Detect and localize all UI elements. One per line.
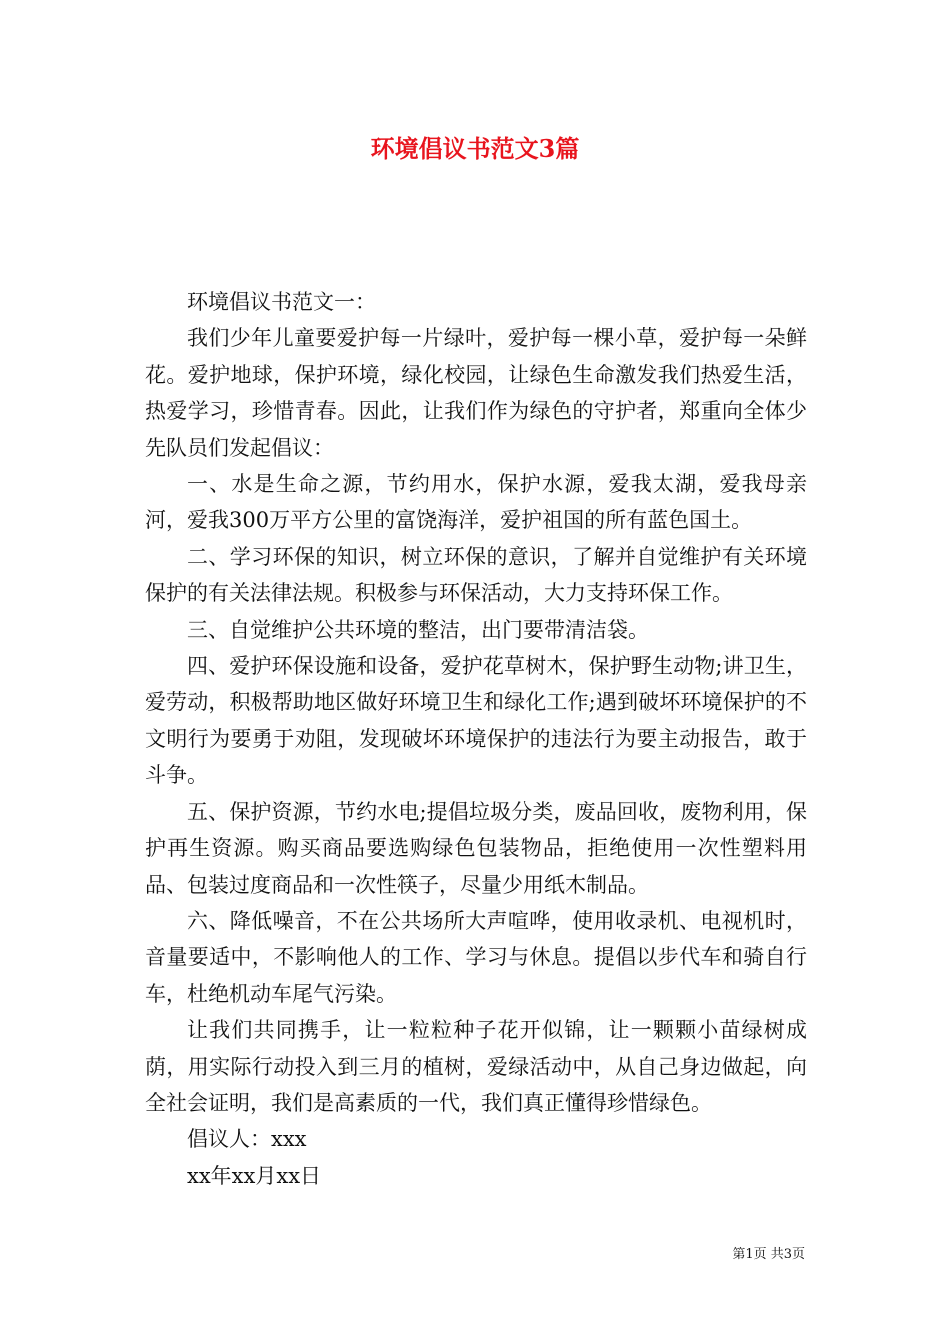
signature-line: 倡议人：xxx [187,1127,307,1152]
page-title: 环境倡议书范文3篇 [370,134,580,163]
section-heading: 环境倡议书范文一： [187,290,376,314]
document-body [145,284,807,1194]
date-line: xx年xx月xx日 [187,1163,322,1188]
closing-paragraph: 让我们共同携手，让一粒粒种子花开似锦，让一颗颗小苗绿树成荫，用实际行动投入到三月的植树，爱绿活动中，从自己身边做起，向全社会证明，我们是高素质的一代，我们真正懂得珍惜绿色。 [145,1018,807,1115]
proposal-item-5: 五、保护资源，节约水电;提倡垃圾分类，废品回收，废物利用，保护再生资源。购买商品要选购绿色包装物品，拒绝使用一次性塑料用品、包装过度商品和一次性筷子，尽量少用纸木制品。 [145,799,807,897]
proposal-item-6: 六、降低噪音，不在公共场所大声喧哗，使用收录机、电视机时，音量要适中，不影响他人的工作、学习与休息。提倡以步代车和骑自行车，杜绝机动车尾气污染。 [145,908,807,1006]
proposal-item-1: 一、水是生命之源，节约用水，保护水源，爱我太湖，爱我母亲河，爱我300万平方公里的富饶海洋，爱护祖国的所有蓝色国土。 [145,472,807,533]
page-number: 第1页 共3页 [732,1247,805,1262]
proposal-item-3: 三、自觉维护公共环境的整洁，出门要带清洁袋。 [187,617,649,642]
proposal-item-2: 二、学习环保的知识，树立环保的意识，了解并自觉维护有关环境保护的有关法律法规。积极参与环保活动，大力支持环保工作。 [145,544,807,606]
proposal-item-4: 四、爱护环保设施和设备，爱护花草树木，保护野生动物;讲卫生，爱劳动，积极帮助地区做好环境卫生和绿化工作;遇到破坏环境保护的不文明行为要勇于劝阻，发现破坏环境保护的违法行为要主动报告，敢于斗争。 [145,654,807,788]
intro-paragraph: 我们少年儿童要爱护每一片绿叶，爱护每一棵小草，爱护每一朵鲜花。爱护地球，保护环境，绿化校园，让绿色生命激发我们热爱生活，热爱学习，珍惜青春。因此，让我们作为绿色的守护者，郑重向全体少先队员们发起倡议： [145,326,807,460]
